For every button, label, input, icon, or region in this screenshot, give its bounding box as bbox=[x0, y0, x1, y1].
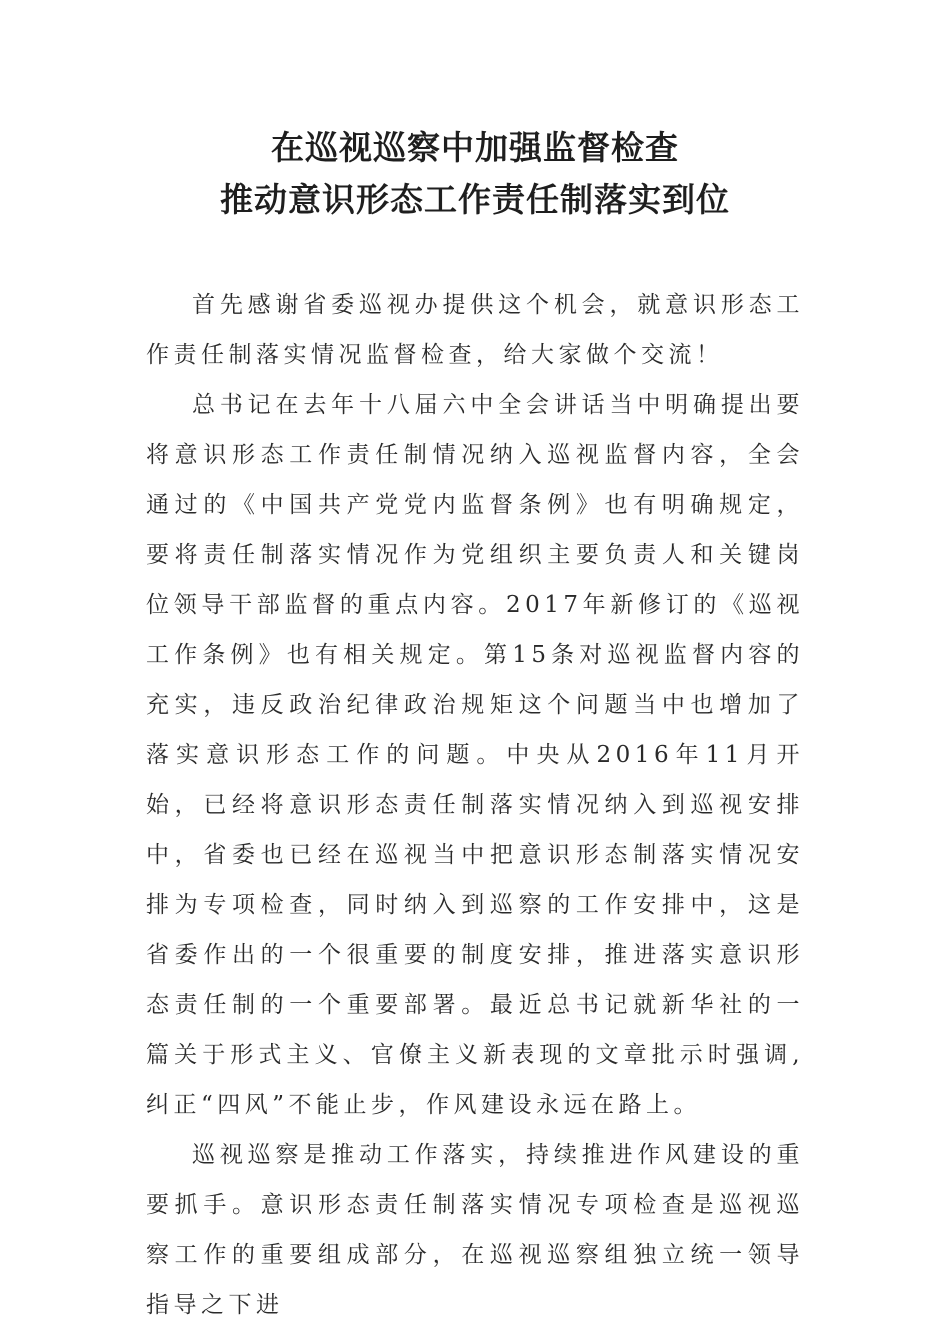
paragraph-2: 总书记在去年十八届六中全会讲话当中明确提出要将意识形态工作责任制情况纳入巡视监督内容，全会通过的《中国共产党党内监督条例》也有明确规定，要将责任制落实情况作为党组织主要负责人和关键岗位领导干部监督的重点内容。2017年新修订的《巡视工作条例》也有相关规定。第15条对巡视监督内容的充实，违反政治纪律政治规矩这个问题当中也增加了落实意识形态工作的问题。中央从2016年11月开始，已经将意识形态责任制落实情况纳入到巡视安排中，省委也已经在巡视当中把意识形态制落实情况安排为专项检查，同时纳入到巡察的工作安排中，这是省委作出的一个很重要的制度安排，推进落实意识形态责任制的一个重要部署。最近总书记就新华社的一篇关于形式主义、官僚主义新表现的文章批示时强调,纠正“四风”不能止步，作风建设永远在路上。 bbox=[146, 392, 804, 1118]
document-body bbox=[146, 280, 804, 1330]
title-line-2: 推动意识形态工作责任制落实到位 bbox=[220, 180, 730, 219]
paragraph-1: 首先感谢省委巡视办提供这个机会，就意识形态工作责任制落实情况监督检查，给大家做个交流！ bbox=[146, 292, 804, 368]
title-line-1: 在巡视巡察中加强监督检查 bbox=[271, 128, 679, 167]
document-title bbox=[0, 122, 950, 226]
paragraph-3: 巡视巡察是推动工作落实，持续推进作风建设的重要抓手。意识形态责任制落实情况专项检查是巡视巡察工作的重要组成部分，在巡视巡察组独立统一领导指导之下进 bbox=[146, 1142, 804, 1318]
